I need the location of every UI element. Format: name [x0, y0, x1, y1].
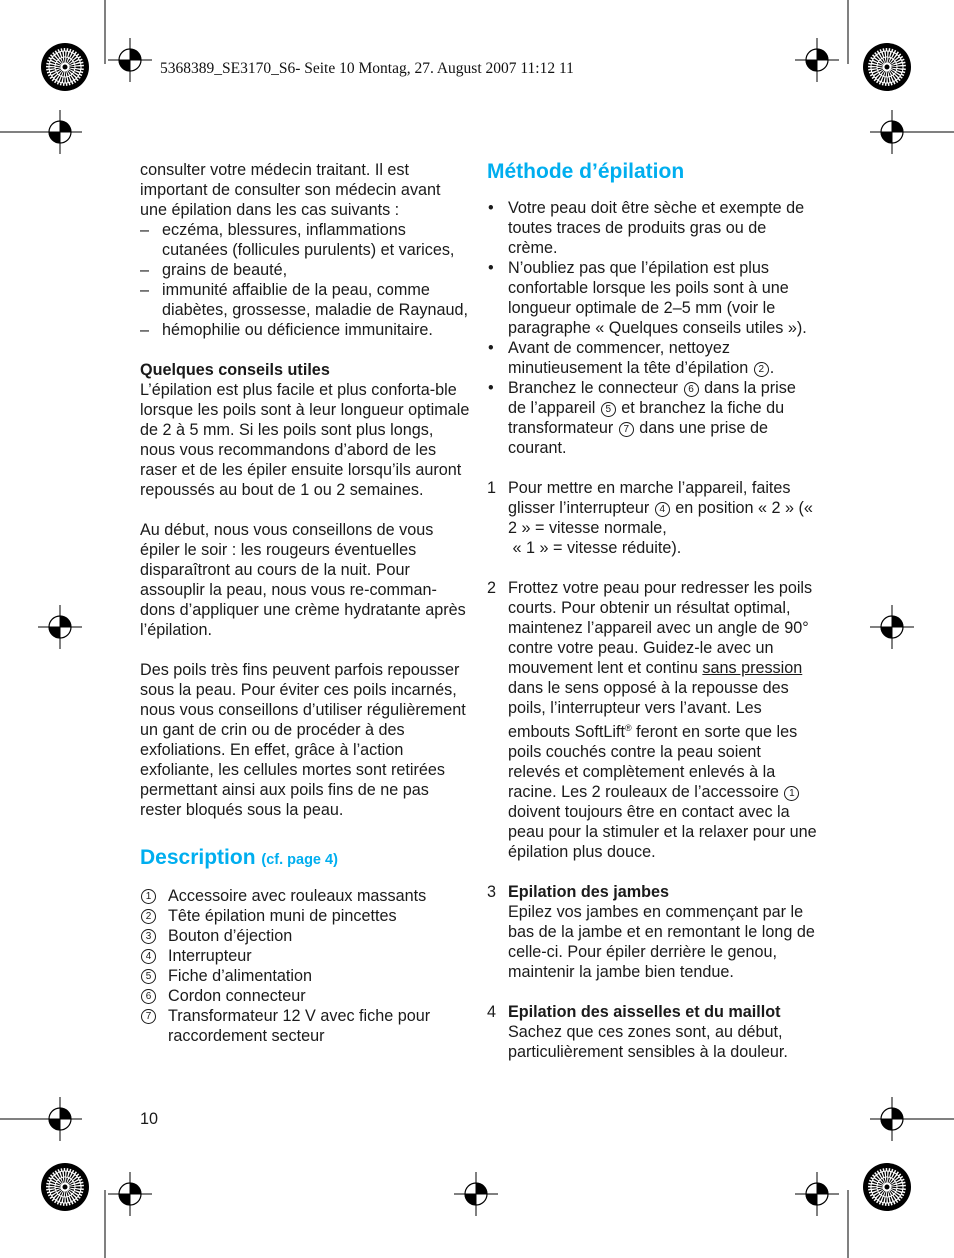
- list-item: • N’oubliez pas que l’épilation est plus confortable lorsque les poils sont à une longueur optimale de 2–5 mm (voir le paragraphe « Quelques conseils utiles »).: [488, 259, 807, 337]
- description-list: [140, 886, 470, 1046]
- tips-heading: Quelques conseils utiles: [140, 361, 330, 379]
- list-item: 6 Cordon connecteur: [140, 986, 470, 1006]
- description-page-ref: (cf. page 4): [261, 852, 338, 868]
- list-item: 4 Interrupteur: [140, 946, 470, 966]
- step-3: 3 Epilation des jambes Epilez vos jambes en commençant par le bas de la jambe et en remontant le long de celle-ci. Pour épiler derrière le genou, maintenir la jambe bien tendue.: [487, 882, 817, 982]
- contraindication-list: [140, 220, 470, 340]
- print-slug: 5368389_SE3170_S6- Seite 10 Montag, 27. August 2007 11:12 11: [160, 60, 574, 77]
- list-item: 1 Accessoire avec rouleaux massants: [140, 886, 470, 906]
- list-item: – grains de beauté,: [140, 261, 288, 279]
- list-item: 5 Fiche d’alimentation: [140, 966, 470, 986]
- preparation-list: [487, 198, 817, 458]
- step-4: 4 Epilation des aisselles et du maillot Sachez que ces zones sont, au début, particulièrement sensibles à la douleur.: [487, 1002, 817, 1062]
- list-item: – hémophilie ou déficience immunitaire.: [140, 321, 433, 339]
- intro-paragraph: consulter votre médecin traitant. Il est important de consulter son médecin avant une épilation dans les cas suivants :: [140, 161, 441, 219]
- list-item: – immunité affaiblie de la peau, comme diabètes, grossesse, maladie de Raynaud,: [140, 281, 468, 319]
- tips-paragraph-3: Des poils très fins peuvent parfois repousser sous la peau. Pour éviter ces poils incarnés, nous vous conseillons d’utiliser régulièrement un gant de crin ou de procéder à des exfoliations. En effet, grâce à l’action exfoliante, les cellules mortes sont retirées permettant ainsi aux poils fins de ne pas rester bloqués sous la peau.: [140, 661, 466, 819]
- steps-list: [487, 478, 817, 1062]
- list-item: • Avant de commencer, nettoyez minutieusement la tête d’épilation 2 .: [488, 339, 775, 377]
- methode-heading: Méthode d’épilation: [487, 160, 685, 183]
- list-item: – eczéma, blessures, inflammations cutanées (follicules purulents) et varices,: [140, 221, 455, 259]
- step-4-title: Epilation des aisselles et du maillot: [508, 1003, 781, 1021]
- page-number: 10: [140, 1110, 159, 1128]
- step-3-title: Epilation des jambes: [508, 883, 670, 901]
- left-column: [140, 160, 470, 1046]
- list-item: 2 Tête épilation muni de pincettes: [140, 906, 470, 926]
- list-item: 3 Bouton d’éjection: [140, 926, 470, 946]
- list-item: • Branchez le connecteur 6 dans la prise de l’appareil 5 et branchez la fiche du transformateur 7 dans une prise de courant.: [488, 379, 796, 457]
- list-item: 7 Transformateur 12 V avec fiche pour raccordement secteur: [140, 1006, 470, 1046]
- tips-paragraph-1: L’épilation est plus facile et plus conforta-ble lorsque les poils sont à leur longueur optimale de 2 à 5 mm. Si les poils sont plus longs, nous vous recommandons d’abord de les raser et de les épiler ensuite lorsqu’ils auront repoussés au bout de 1 ou 2 semaines.: [140, 381, 470, 499]
- step-2: 2 Frottez votre peau pour redresser les poils courts. Pour obtenir un résultat optimal, maintenez l’appareil avec un angle de 90° contre votre peau. Guidez-le avec un mouvement lent et continu sans pression dans le sens opposé à la repousse des poils, l’interrupteur vers l’avant. Les embouts SoftLift® feront en sorte que les poils couchés contre la peau soient relevés et complètement enlevés à la racine. Les 2 rouleaux de l’accessoire 1 doivent toujours être en contact avec la peau pour la stimuler et la relaxer pour une épilation plus douce.: [487, 579, 817, 861]
- right-column: [487, 160, 817, 1062]
- list-item: • Votre peau doit être sèche et exempte de toutes traces de produits gras ou de crème.: [488, 199, 805, 257]
- tips-paragraph-2: Au début, nous vous conseillons de vous épiler le soir : les rougeurs éventuelles disparaîtront au cours de la nuit. Pour assouplir la peau, nous vous re-comman-dons d’appliquer une crème hydratante après l’épilation.: [140, 521, 466, 639]
- description-heading: Description (cf. page 4): [140, 846, 338, 869]
- step-1: 1 Pour mettre en marche l’appareil, faites glisser l’interrupteur 4 en position « 2 » (« 2 » = vitesse normale, « 1 » = vitesse réduite).: [487, 479, 813, 557]
